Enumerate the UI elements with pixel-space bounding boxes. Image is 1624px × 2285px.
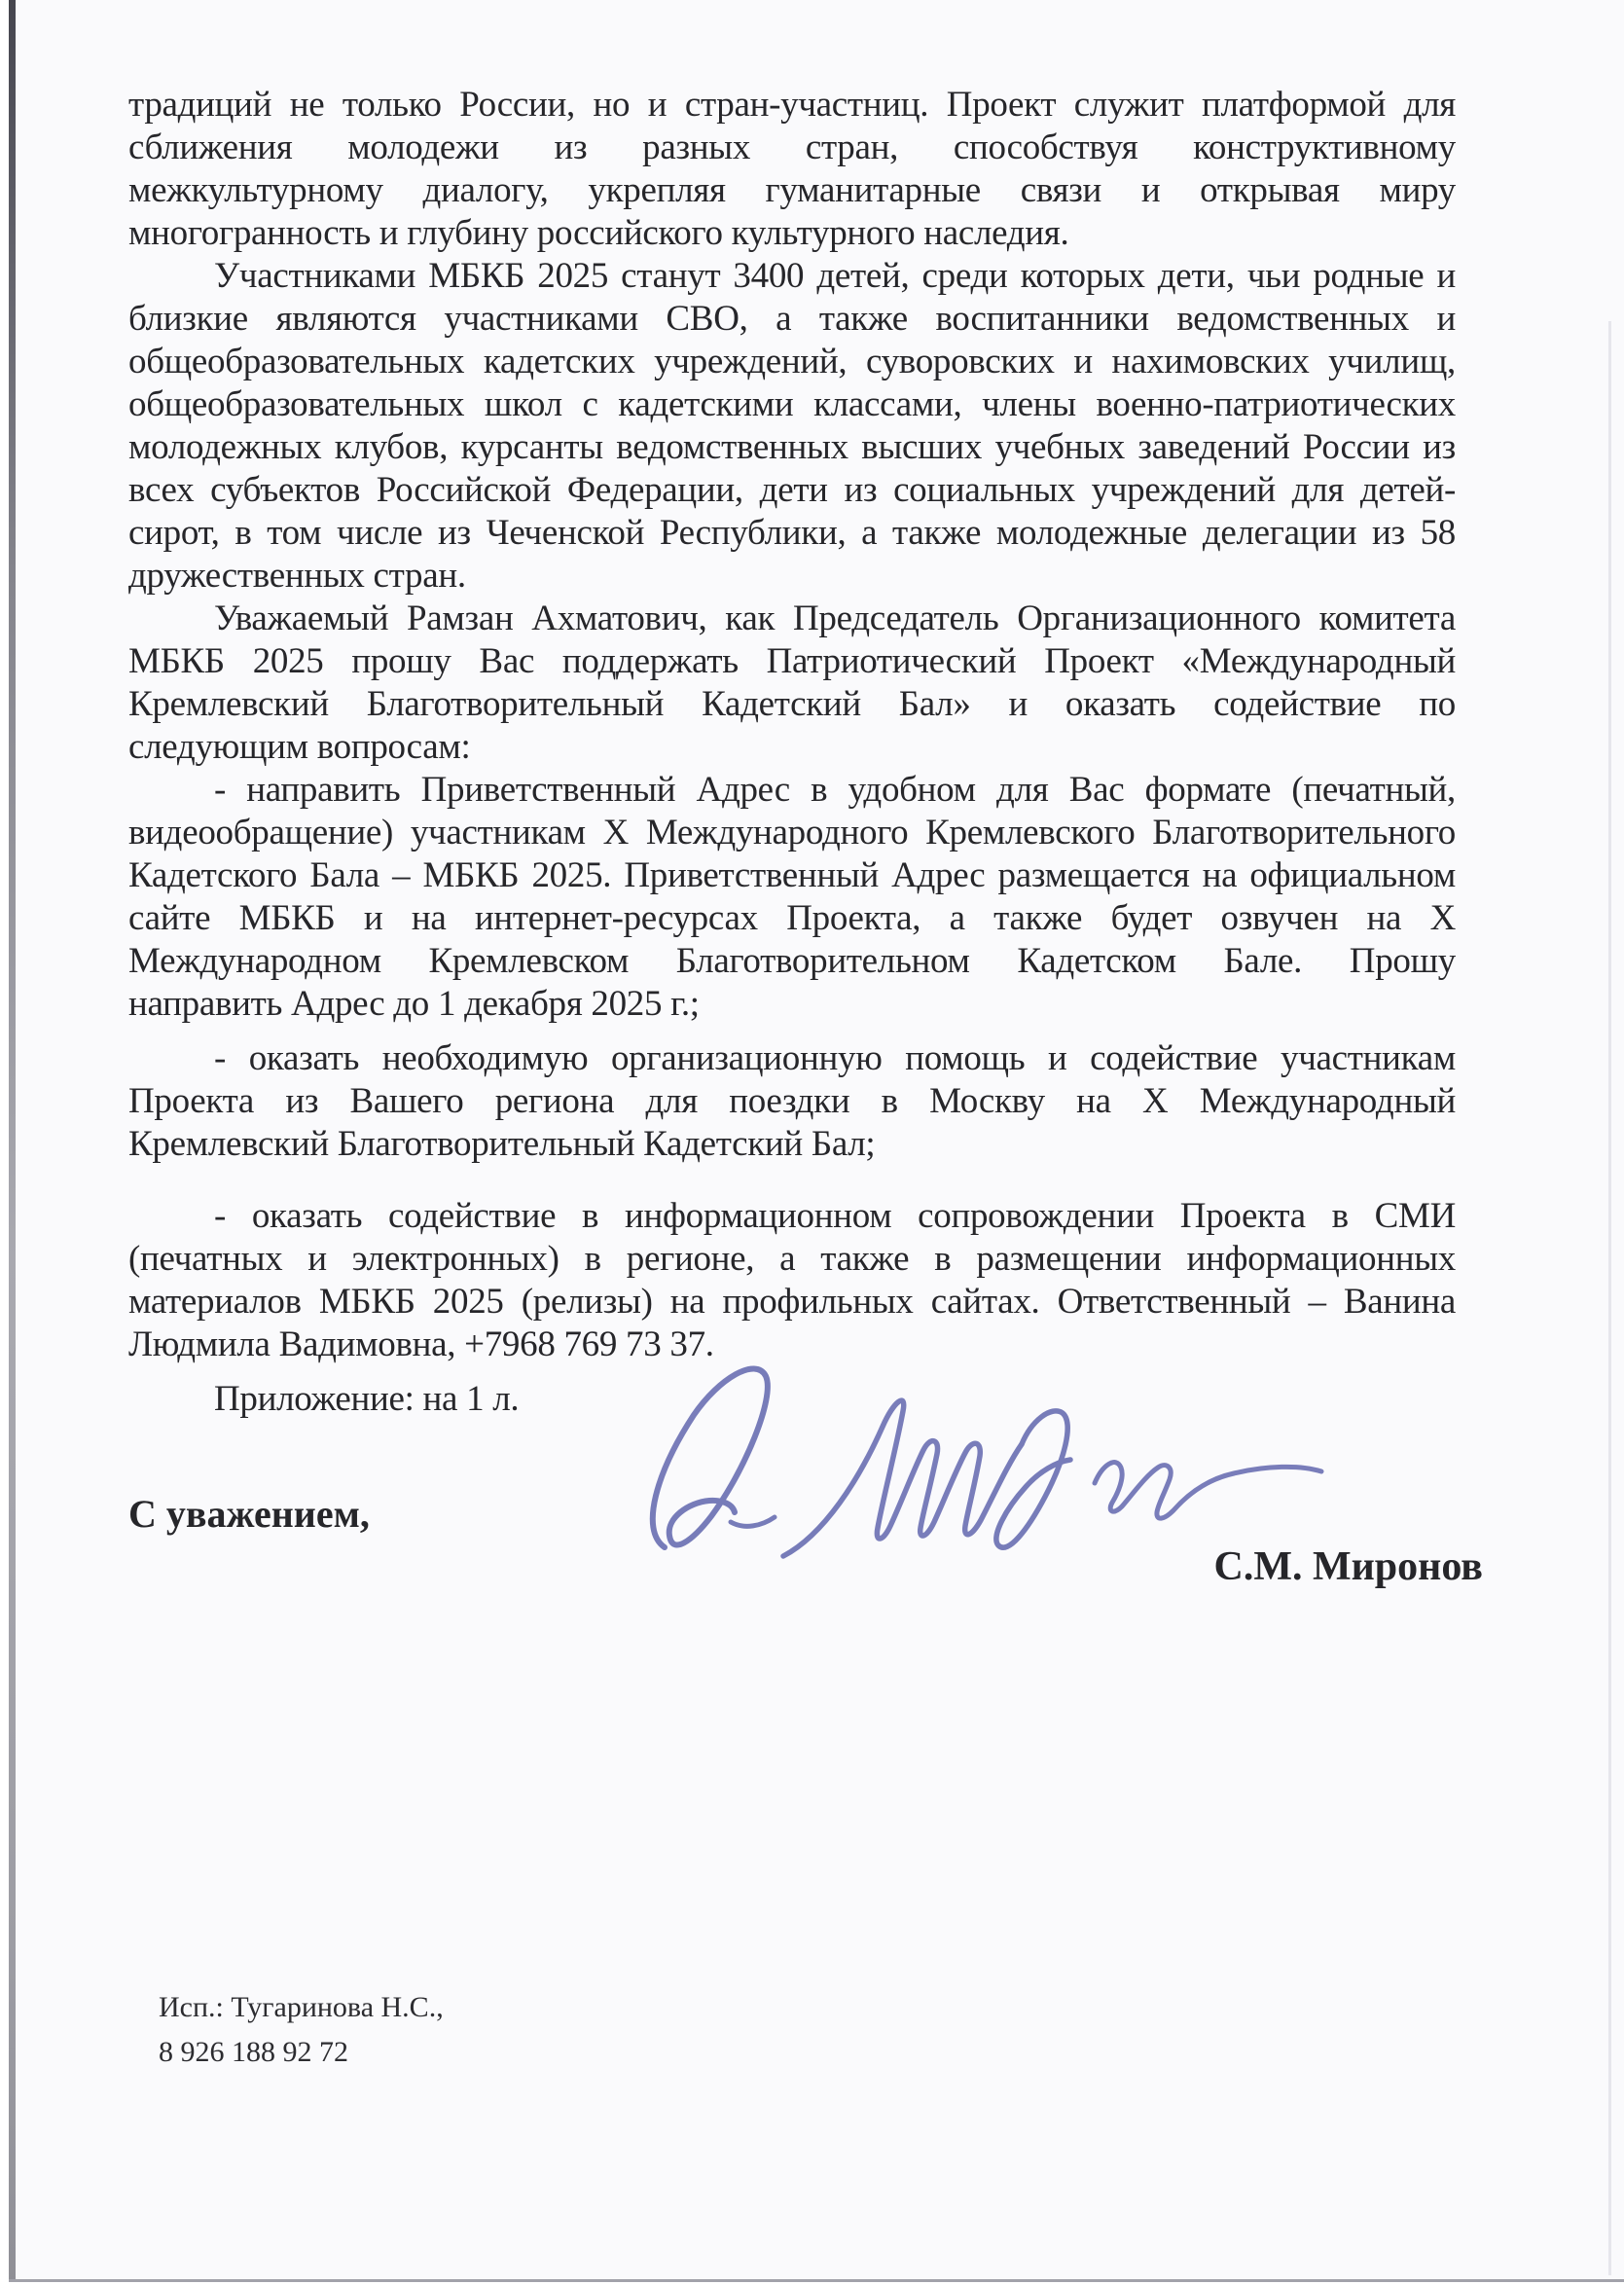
- text-line: Участниками МБКБ 2025 станут 3400 детей, среди которых дети, чьи родные и: [214, 256, 1456, 296]
- closing-salutation: С уважением,: [128, 1492, 370, 1536]
- scan-edge-white-strip: [0, 0, 9, 2285]
- executor-block: [159, 1985, 444, 2075]
- text-line: близкие являются участниками СВО, а также воспитанники ведомственных и: [128, 299, 1456, 339]
- text-line: - оказать содействие в информационном сопровождении Проекта в СМИ: [214, 1196, 1456, 1236]
- text-line: традиций не только России, но и стран-участниц. Проект служит платформой для: [128, 85, 1456, 125]
- scan-edge-left-shadow: [9, 0, 16, 2285]
- paragraph: [128, 1195, 1456, 1366]
- text-line: Международном Кремлевском Благотворительном Кадетском Бале. Прошу: [128, 941, 1456, 981]
- paragraph: [128, 769, 1456, 1026]
- text-line: Кадетского Бала – МБКБ 2025. Приветственный Адрес размещается на официальном: [128, 855, 1456, 895]
- text-line: - направить Приветственный Адрес в удобном для Вас формате (печатный,: [214, 770, 1456, 810]
- scan-edge-right-line: [1608, 321, 1611, 2275]
- text-line: общеобразовательных школ с кадетскими классами, члены военно-патриотических: [128, 384, 1456, 424]
- text-line: общеобразовательных кадетских учреждений, суворовских и нахимовских училищ,: [128, 342, 1456, 381]
- text-line: всех субъектов Российской Федерации, дети из социальных учреждений для детей-: [128, 470, 1456, 510]
- text-line: молодежных клубов, курсанты ведомственных высших учебных заведений России из: [128, 427, 1456, 467]
- text-line: Приложение: на 1 л.: [214, 1379, 520, 1419]
- paragraph: [128, 598, 1456, 769]
- executor-phone: 8 926 188 92 72: [159, 2036, 348, 2068]
- text-line: сирот, в том числе из Чеченской Республики, а также молодежные делегации из 58: [128, 513, 1456, 553]
- text-line: направить Адрес до 1 декабря 2025 г.;: [128, 984, 700, 1024]
- paragraph: [128, 255, 1456, 598]
- text-line: материалов МБКБ 2025 (релизы) на профильных сайтах. Ответственный – Ванина: [128, 1282, 1456, 1322]
- text-line: - оказать необходимую организационную помощь и содействие участникам: [214, 1038, 1456, 1078]
- text-line: Кремлевский Благотворительный Кадетский Бал» и оказать содействие по: [128, 684, 1456, 724]
- text-line: многогранность и глубину российского культурного наследия.: [128, 213, 1069, 253]
- text-line: Кремлевский Благотворительный Кадетский Бал;: [128, 1124, 876, 1164]
- signer-name: С.М. Миронов: [1213, 1544, 1483, 1589]
- text-line: Людмила Вадимовна, +7968 769 73 37.: [128, 1324, 714, 1364]
- paragraph: [128, 1037, 1456, 1166]
- text-line: дружественных стран.: [128, 556, 466, 596]
- paragraph: [128, 1378, 1456, 1421]
- text-line: сайте МБКБ и на интернет-ресурсах Проекта, а также будет озвучен на X: [128, 898, 1456, 938]
- text-line: межкультурному диалогу, укрепляя гуманитарные связи и открывая миру: [128, 170, 1456, 210]
- text-line: Проекта из Вашего региона для поездки в Москву на X Международный: [128, 1081, 1456, 1121]
- paragraph: [128, 84, 1456, 255]
- executor-name: Исп.: Тугаринова Н.С.,: [159, 1991, 444, 2023]
- text-line: следующим вопросам:: [128, 727, 471, 767]
- letter-body: [128, 84, 1483, 1590]
- text-line: видеообращение) участникам X Международного Кремлевского Благотворительного: [128, 813, 1456, 852]
- text-line: МБКБ 2025 прошу Вас поддержать Патриотический Проект «Международный: [128, 641, 1456, 681]
- letter-paragraphs: [128, 84, 1456, 1421]
- text-line: (печатных и электронных) в регионе, а также в размещении информационных: [128, 1239, 1456, 1279]
- text-line: сближения молодежи из разных стран, способствуя конструктивному: [128, 127, 1456, 167]
- text-line: Уважаемый Рамзан Ахматович, как Председатель Организационного комитета: [214, 598, 1456, 638]
